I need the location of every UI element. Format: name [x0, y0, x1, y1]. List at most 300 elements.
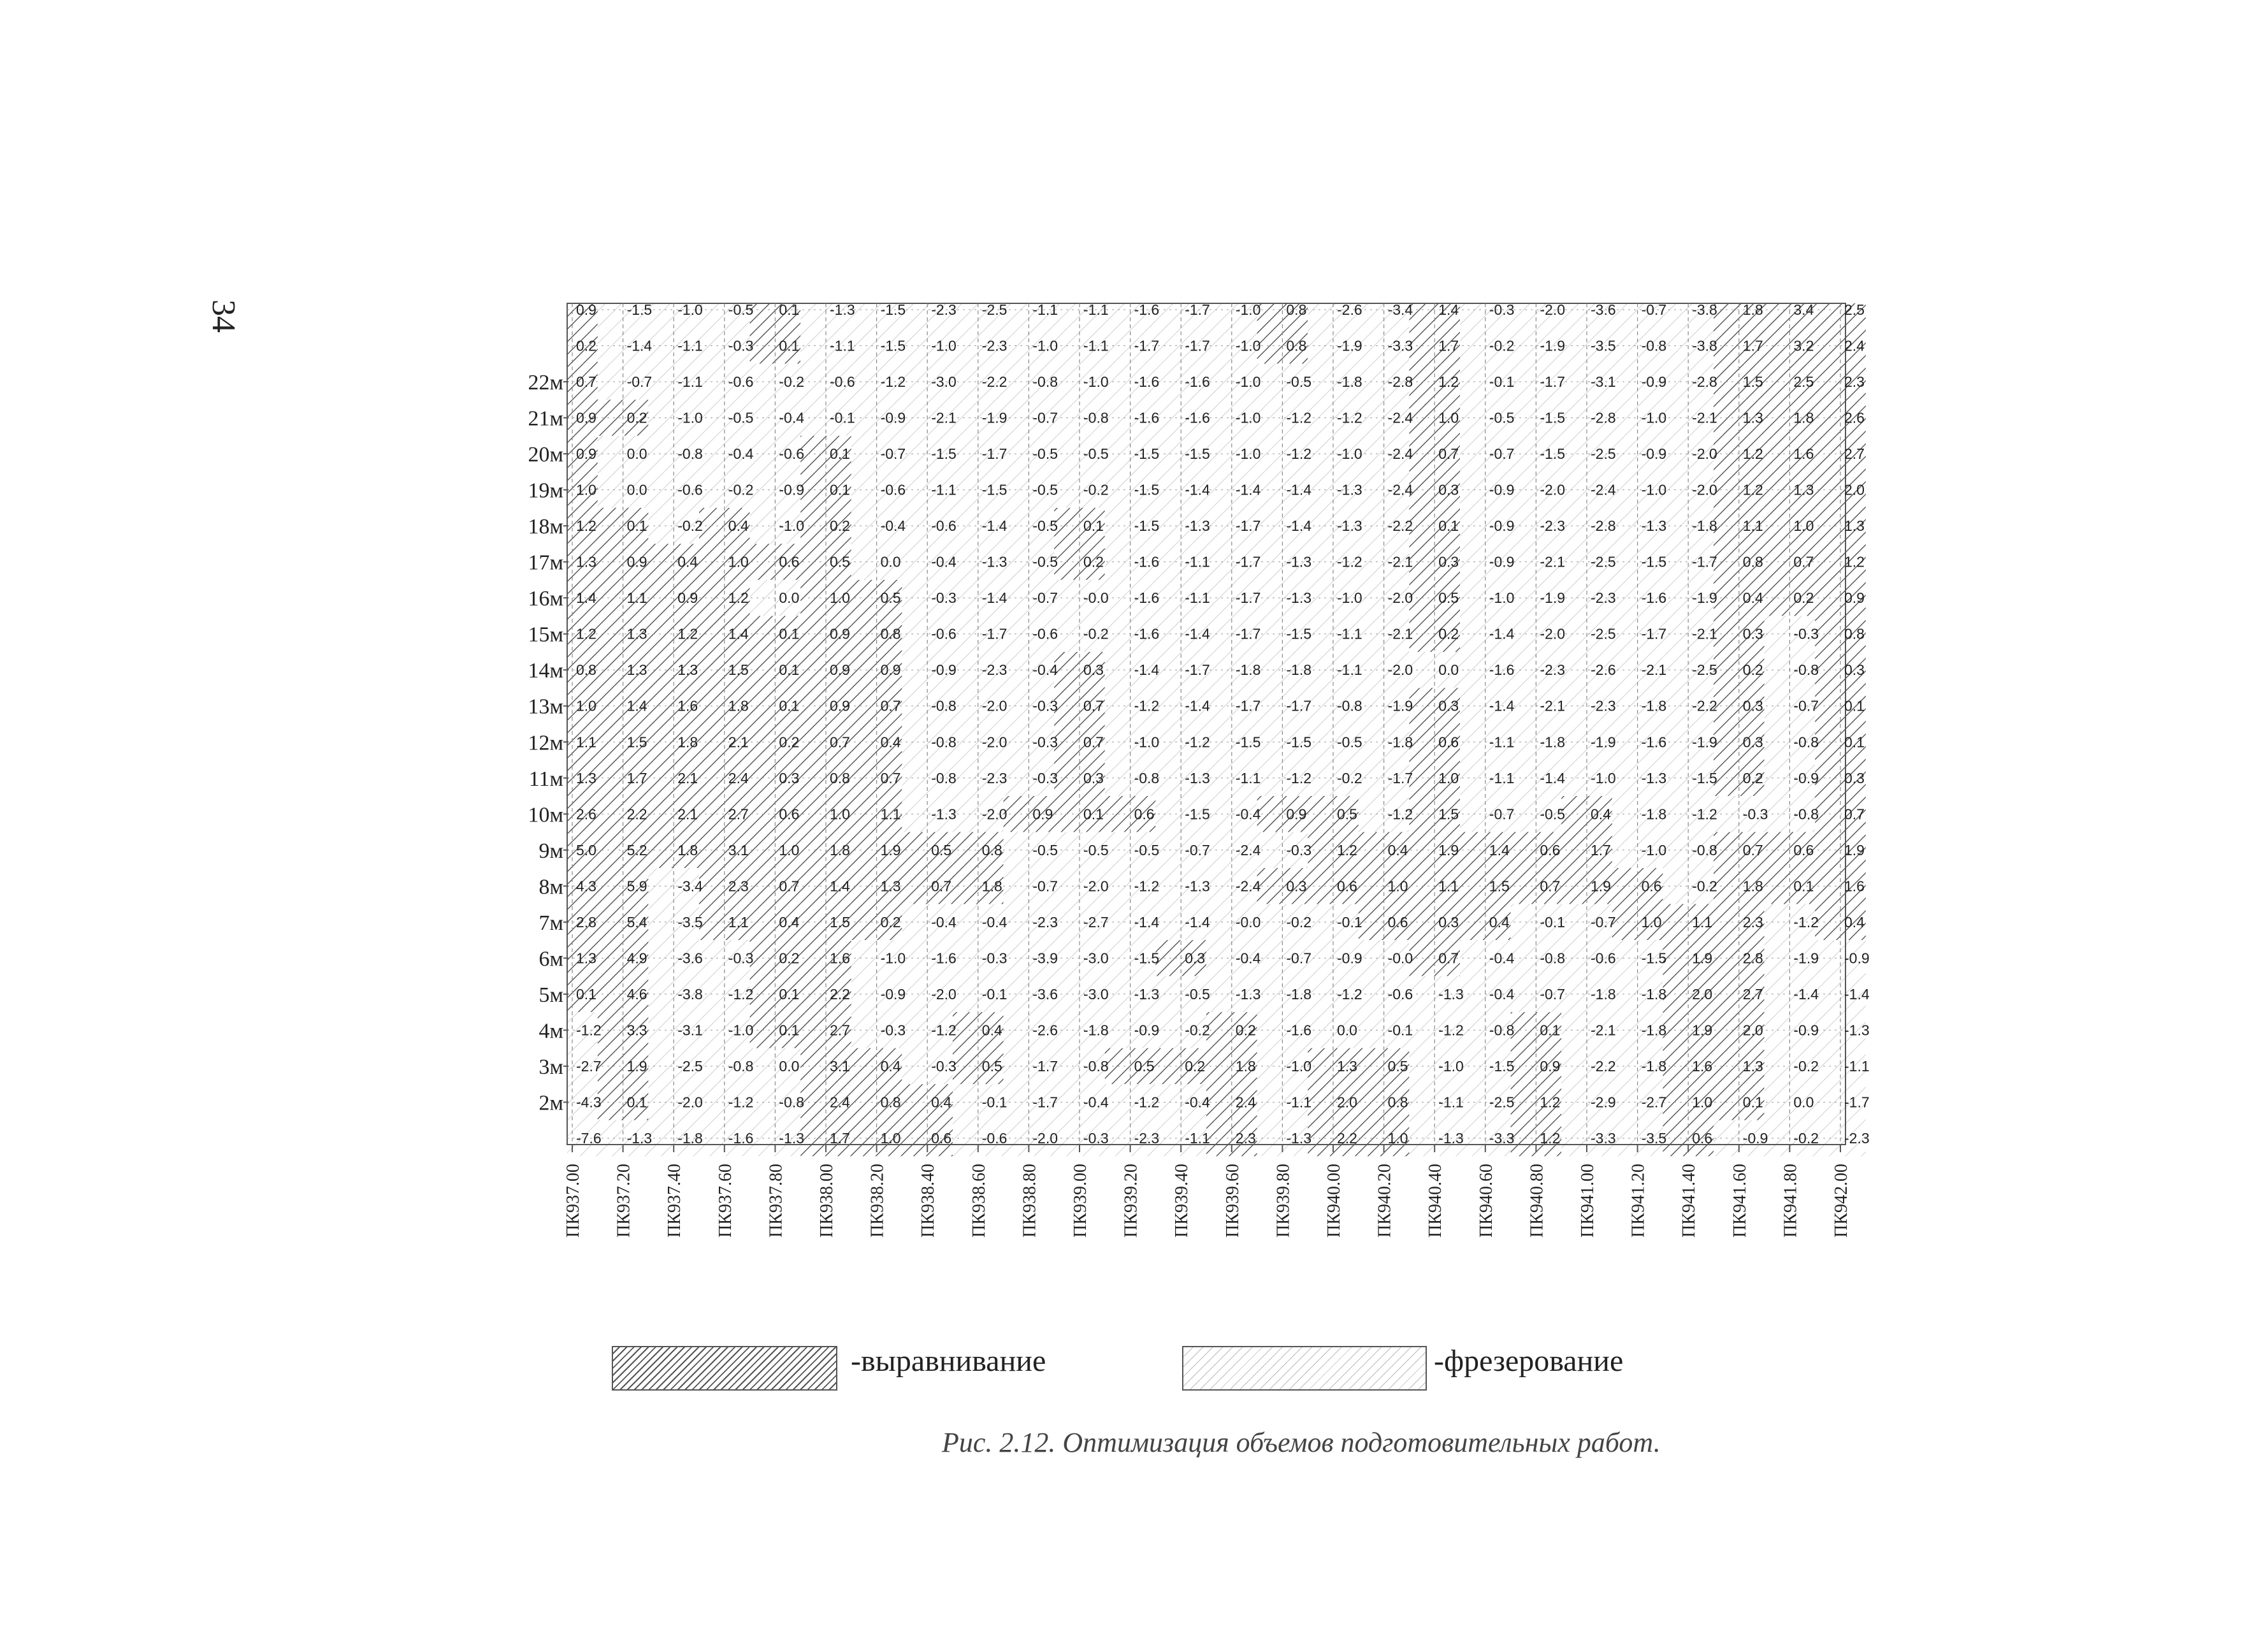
cell-value: -1.3: [779, 1130, 805, 1146]
cell-value: 5.0: [576, 841, 596, 858]
cell-value: 0.6: [1337, 878, 1357, 895]
cell-value: 0.5: [830, 553, 850, 570]
column-label: ПК939.40: [1172, 1164, 1192, 1238]
cell-value: -1.6: [1185, 373, 1210, 391]
cell-value: -1.7: [1235, 625, 1261, 642]
cell-value: -0.2: [1489, 337, 1515, 354]
column-label: ПК939.00: [1071, 1164, 1090, 1238]
cell-value: -2.8: [1387, 373, 1413, 391]
cell-value: -2.1: [1692, 625, 1717, 642]
cell-value: -1.7: [1235, 589, 1261, 607]
cell-value: -0.5: [1083, 841, 1109, 858]
cell-value: -0.7: [1185, 841, 1210, 858]
cell-value: -1.2: [931, 1022, 957, 1039]
cell-value: 1.0: [1387, 1130, 1408, 1146]
cell-value: 0.3: [1185, 950, 1206, 967]
cell-value: 1.4: [728, 625, 749, 642]
cell-value: 1.6: [1844, 878, 1865, 895]
cell-value: 0.4: [1844, 913, 1865, 930]
cell-value: -2.0: [931, 985, 957, 1002]
cell-value: -1.4: [626, 337, 653, 354]
cell-value: 0.0: [779, 589, 800, 607]
column-label: ПК941.40: [1679, 1164, 1700, 1238]
cell-value: -1.3: [1844, 1022, 1870, 1039]
cell-value: -0.1: [1387, 1022, 1413, 1039]
cell-value: -0.5: [728, 301, 754, 318]
cell-value: -1.6: [1641, 589, 1667, 607]
cell-value: 1.7: [1591, 841, 1611, 858]
cell-value: -0.3: [1032, 734, 1058, 751]
cell-value: -0.4: [880, 517, 906, 535]
cell-value: -1.1: [1489, 769, 1515, 786]
cell-value: -0.2: [1692, 878, 1717, 895]
cell-value: 1.6: [677, 697, 698, 714]
cell-value: 1.0: [1438, 769, 1459, 786]
column-label: ПК941.20: [1628, 1164, 1649, 1238]
cell-value: 1.0: [576, 481, 596, 498]
cell-value: -0.3: [1032, 769, 1058, 786]
cell-value: 1.0: [779, 841, 800, 858]
cell-value: 1.2: [1438, 373, 1459, 391]
cell-value: -0.7: [1591, 913, 1616, 930]
cell-value: 0.3: [1083, 769, 1104, 786]
cell-value: 1.9: [626, 1057, 647, 1074]
cell-value: -0.8: [1083, 1057, 1109, 1074]
cell-value: 1.7: [830, 1130, 850, 1146]
cell-value: 4.6: [626, 985, 647, 1002]
cell-value: 1.5: [1489, 878, 1510, 895]
cell-value: -0.2: [1793, 1130, 1819, 1146]
cell-value: -2.3: [1134, 1130, 1160, 1146]
cell-value: 0.6: [1692, 1130, 1713, 1146]
cell-value: -0.7: [1540, 985, 1566, 1002]
cell-value: 0.8: [981, 841, 1002, 858]
cell-value: -1.3: [1286, 553, 1312, 570]
cell-value: -3.3: [1591, 1130, 1616, 1146]
cell-value: -2.2: [1591, 1057, 1616, 1074]
cell-value: 0.3: [779, 769, 800, 786]
cell-value: 0.2: [576, 337, 596, 354]
cell-value: -1.2: [1337, 553, 1362, 570]
cell-value: 0.7: [576, 373, 596, 391]
cell-value: 0.3: [1083, 662, 1104, 679]
cell-value: 1.3: [880, 878, 901, 895]
cell-value: 0.9: [1286, 806, 1307, 823]
cell-value: -3.4: [1387, 301, 1413, 318]
cell-value: 1.3: [677, 662, 698, 679]
cell-value: -1.6: [1286, 1022, 1312, 1039]
cell-value: -0.6: [880, 481, 906, 498]
legend-leveling-swatch: [612, 1346, 837, 1391]
cell-value: 1.0: [1793, 517, 1814, 535]
cell-value: -1.6: [1489, 662, 1515, 679]
cell-value: -1.0: [677, 409, 703, 426]
cell-value: 2.3: [1742, 913, 1763, 930]
cell-value: -0.4: [1032, 662, 1058, 679]
cell-value: -1.1: [1083, 337, 1109, 354]
cell-value: 1.6: [1692, 1057, 1713, 1074]
cell-value: -1.5: [880, 337, 906, 354]
cell-value: -0.2: [1793, 1057, 1819, 1074]
cell-value: 0.7: [1844, 806, 1865, 823]
page-number: 34: [205, 300, 242, 333]
cell-value: -2.1: [1591, 1022, 1616, 1039]
cell-value: -1.7: [1032, 1057, 1058, 1074]
cell-value: 2.2: [626, 806, 647, 823]
cell-value: 1.5: [1438, 806, 1459, 823]
column-label: ПК941.60: [1730, 1164, 1750, 1238]
column-label: ПК937.00: [563, 1164, 583, 1238]
cell-value: 2.0: [1692, 985, 1713, 1002]
cell-value: 0.1: [1844, 697, 1865, 714]
cell-value: -1.2: [1286, 769, 1312, 786]
cell-value: 1.3: [576, 553, 596, 570]
cell-value: 1.4: [1438, 301, 1459, 318]
cell-value: 4.3: [576, 878, 596, 895]
cell-value: 0.8: [1286, 337, 1307, 354]
cell-value: 0.0: [626, 481, 647, 498]
cell-value: 0.4: [931, 1094, 952, 1111]
cell-value: 0.4: [880, 734, 901, 751]
cell-value: -1.9: [1540, 589, 1566, 607]
cell-value: -0.8: [1793, 806, 1819, 823]
cell-value: -1.0: [1337, 589, 1362, 607]
cell-value: -0.6: [1387, 985, 1413, 1002]
cell-value: 1.2: [677, 625, 698, 642]
cell-value: -1.2: [1387, 806, 1413, 823]
cell-value: -1.1: [677, 337, 703, 354]
cell-value: 0.1: [779, 337, 800, 354]
cell-value: -0.7: [1032, 409, 1058, 426]
cell-value: -2.0: [981, 734, 1008, 751]
cell-value: -2.0: [1692, 445, 1717, 463]
row-label: 10м: [528, 803, 563, 827]
cell-value: 1.5: [728, 662, 749, 679]
cell-value: -1.1: [1185, 553, 1210, 570]
cell-value: -2.5: [1591, 553, 1616, 570]
cell-value: -0.3: [981, 950, 1008, 967]
cell-value: -1.0: [1489, 589, 1515, 607]
cell-value: -0.6: [1032, 625, 1058, 642]
cell-value: -1.2: [728, 985, 754, 1002]
cell-value: -0.8: [1793, 662, 1819, 679]
cell-value: -0.4: [728, 445, 754, 463]
cell-value: -3.6: [677, 950, 703, 967]
cell-value: -1.0: [1641, 409, 1667, 426]
cell-value: -1.8: [1387, 734, 1413, 751]
cell-value: -2.0: [1692, 481, 1717, 498]
cell-value: 2.5: [1844, 301, 1865, 318]
cell-value: 0.4: [728, 517, 749, 535]
cell-value: -2.1: [1540, 553, 1566, 570]
cell-value: -0.5: [728, 409, 754, 426]
cell-value: 5.9: [626, 878, 647, 895]
cell-value: 3.1: [728, 841, 749, 858]
cell-value: 1.2: [1337, 841, 1357, 858]
column-label: ПК937.20: [614, 1164, 634, 1238]
cell-value: 0.2: [1742, 662, 1763, 679]
cell-value: -0.8: [931, 697, 957, 714]
cell-value: -1.5: [1185, 806, 1210, 823]
cell-value: -2.3: [1540, 517, 1566, 535]
cell-value: -2.3: [1540, 662, 1566, 679]
cell-value: 0.6: [1641, 878, 1662, 895]
cell-value: -2.3: [1032, 913, 1058, 930]
cell-value: 0.7: [1742, 841, 1763, 858]
cell-value: -2.4: [1235, 841, 1261, 858]
cell-value: -1.2: [1692, 806, 1717, 823]
cell-value: -4.3: [576, 1094, 602, 1111]
cell-value: 0.8: [1844, 625, 1865, 642]
cell-value: 1.0: [880, 1130, 901, 1146]
cell-value: -1.0: [1235, 301, 1261, 318]
cell-value: 2.7: [1742, 985, 1763, 1002]
cell-value: -2.0: [1387, 589, 1413, 607]
cell-value: -0.3: [1286, 841, 1312, 858]
cell-value: -2.8: [1591, 409, 1616, 426]
cell-value: -1.3: [931, 806, 957, 823]
cell-value: -0.9: [779, 481, 805, 498]
cell-value: 0.7: [880, 769, 901, 786]
row-label: 12м: [528, 731, 563, 755]
cell-value: -1.9: [1692, 734, 1717, 751]
cell-value: -2.0: [981, 806, 1008, 823]
cell-value: -1.0: [931, 337, 957, 354]
cell-value: -0.2: [1337, 769, 1362, 786]
cell-value: 0.3: [1438, 913, 1459, 930]
cell-value: -1.4: [1793, 985, 1819, 1002]
cell-value: 0.0: [1438, 662, 1459, 679]
cell-value: 1.1: [1438, 878, 1459, 895]
cell-value: -3.8: [1692, 301, 1717, 318]
cell-value: 1.2: [576, 517, 596, 535]
row-label: 9м: [538, 839, 563, 863]
cell-value: 4.9: [626, 950, 647, 967]
cell-value: -3.5: [1591, 337, 1616, 354]
cell-value: 1.3: [1742, 409, 1763, 426]
cell-value: -2.1: [1387, 553, 1413, 570]
column-label: ПК938.80: [1020, 1164, 1040, 1238]
cell-value: -1.5: [1134, 445, 1160, 463]
row-label: 3м: [538, 1055, 563, 1079]
cell-value: 0.2: [830, 517, 850, 535]
row-label: 18м: [528, 515, 563, 539]
cell-value: 0.2: [779, 950, 800, 967]
cell-value: -0.0: [1083, 589, 1109, 607]
cell-value: -0.9: [1641, 373, 1667, 391]
cell-value: -0.9: [1337, 950, 1362, 967]
cell-value: 2.2: [1337, 1130, 1357, 1146]
row-label-layer: [528, 371, 568, 1115]
cell-value: -1.2: [1185, 734, 1210, 751]
cell-value: 0.5: [880, 589, 901, 607]
cell-value: 0.8: [576, 662, 596, 679]
cell-value: -3.6: [1032, 985, 1058, 1002]
cell-value: 5.2: [626, 841, 647, 858]
cell-value: -1.8: [1641, 697, 1667, 714]
cell-value: 1.8: [728, 697, 749, 714]
cell-value: 0.1: [830, 481, 850, 498]
cell-value: 0.6: [1134, 806, 1155, 823]
cell-value: -2.3: [1591, 589, 1616, 607]
cell-value: 3.1: [830, 1057, 850, 1074]
region-layer: [567, 303, 1866, 1156]
cell-value: -2.4: [1387, 445, 1413, 463]
cell-value: 2.4: [728, 769, 749, 786]
cell-value: 0.1: [779, 697, 800, 714]
cell-value: 5.4: [626, 913, 647, 930]
cell-value: 0.9: [830, 697, 850, 714]
cell-value: -1.1: [1083, 301, 1109, 318]
cell-value: -0.5: [1032, 841, 1058, 858]
cell-value: -1.5: [1134, 950, 1160, 967]
cell-value: -1.6: [1185, 409, 1210, 426]
cell-value: -1.1: [677, 373, 703, 391]
cell-value: -0.8: [779, 1094, 805, 1111]
cell-value: -7.6: [576, 1130, 602, 1146]
cell-value: 1.9: [1438, 841, 1459, 858]
cell-value: 0.0: [626, 445, 647, 463]
cell-value: 0.8: [880, 625, 901, 642]
cell-value: -1.5: [1286, 734, 1312, 751]
cell-value: -0.6: [830, 373, 855, 391]
cell-value: -0.3: [880, 1022, 906, 1039]
row-label: 2м: [538, 1091, 563, 1115]
cell-value: -1.5: [1692, 769, 1717, 786]
cell-value: 1.0: [1438, 409, 1459, 426]
cell-value: 2.4: [830, 1094, 850, 1111]
cell-value: -2.4: [1387, 481, 1413, 498]
cell-value: 0.2: [1438, 625, 1459, 642]
column-label: ПК938.60: [969, 1164, 989, 1238]
cell-value: -2.3: [981, 769, 1008, 786]
row-label: 8м: [538, 875, 563, 899]
cell-value: -2.5: [1591, 625, 1616, 642]
cell-value: -0.9: [1793, 1022, 1819, 1039]
cell-value: -0.5: [1032, 553, 1058, 570]
cell-value: 1.0: [830, 589, 850, 607]
cell-value: -3.8: [1692, 337, 1717, 354]
cell-value: -2.1: [931, 409, 957, 426]
cell-value: -1.7: [1286, 697, 1312, 714]
cell-value: -1.5: [1641, 950, 1667, 967]
cell-value: -1.5: [1540, 409, 1566, 426]
cell-value: 0.2: [1793, 589, 1814, 607]
cell-value: -0.9: [1134, 1022, 1160, 1039]
cell-value: 1.2: [1844, 553, 1865, 570]
cell-value: -2.5: [1692, 662, 1717, 679]
cell-value: -2.3: [981, 337, 1008, 354]
row-label: 11м: [528, 767, 563, 791]
cell-value: -1.7: [981, 445, 1008, 463]
col-label-layer: [563, 1164, 1851, 1238]
cell-value: -0.4: [1235, 950, 1261, 967]
column-label: ПК939.80: [1273, 1163, 1294, 1238]
cell-value: -1.7: [1387, 769, 1413, 786]
cell-value: 0.3: [1438, 553, 1459, 570]
cell-value: 0.6: [1438, 734, 1459, 751]
cell-value: 0.9: [576, 409, 596, 426]
cell-value: -2.0: [1032, 1130, 1058, 1146]
cell-value: -1.3: [1185, 769, 1210, 786]
cell-value: 0.1: [1083, 517, 1104, 535]
cell-value: -1.8: [1591, 985, 1616, 1002]
cell-value: -1.6: [1134, 553, 1160, 570]
cell-value: -2.1: [1540, 697, 1566, 714]
cell-value: -1.7: [1235, 697, 1261, 714]
cell-value: -1.7: [981, 625, 1008, 642]
cell-value: 0.7: [1438, 445, 1459, 463]
cell-value: -1.4: [1235, 481, 1261, 498]
column-label: ПК940.40: [1426, 1164, 1446, 1238]
cell-value: -2.3: [1591, 697, 1616, 714]
cell-value: -1.6: [1641, 734, 1667, 751]
cell-value: 2.2: [830, 985, 850, 1002]
cell-value: 1.1: [1742, 517, 1763, 535]
cell-value: -1.2: [728, 1094, 754, 1111]
cell-value: -1.1: [1438, 1094, 1464, 1111]
cell-value: 2.3: [728, 878, 749, 895]
cell-value: -2.7: [1083, 913, 1109, 930]
cell-value: 0.9: [626, 553, 647, 570]
cell-value: 1.0: [576, 697, 596, 714]
cell-value: -1.1: [1032, 301, 1058, 318]
cell-value: -1.2: [1286, 409, 1312, 426]
cell-value: 0.1: [830, 445, 850, 463]
legend-leveling-label: -выравнивание: [851, 1344, 1046, 1378]
cell-value: -1.5: [1134, 517, 1160, 535]
column-label: ПК939.20: [1121, 1164, 1141, 1238]
cell-value: -1.7: [1641, 625, 1667, 642]
cell-value: -1.8: [1641, 1057, 1667, 1074]
cell-value: -2.2: [1692, 697, 1717, 714]
cell-value: -1.2: [880, 373, 906, 391]
cell-value: 0.9: [830, 625, 850, 642]
cell-value: -2.7: [576, 1057, 602, 1074]
cell-value: 1.9: [880, 841, 901, 858]
cell-value: -1.4: [1185, 481, 1210, 498]
cell-value: -1.8: [1337, 373, 1362, 391]
cell-value: -1.3: [1438, 1130, 1464, 1146]
cell-value: 2.6: [576, 806, 596, 823]
cell-value: -1.4: [1489, 625, 1515, 642]
column-label: ПК941.80: [1780, 1164, 1801, 1238]
cell-value: -1.8: [677, 1130, 703, 1146]
row-label: 14м: [528, 659, 563, 683]
cell-value: -0.3: [1793, 625, 1819, 642]
cell-value: -1.3: [1185, 878, 1210, 895]
cell-value: -1.6: [1134, 301, 1160, 318]
cell-value: -1.3: [1185, 517, 1210, 535]
cell-value: -2.6: [1032, 1022, 1058, 1039]
cell-value: -1.0: [1235, 445, 1261, 463]
cell-value: 3.2: [1793, 337, 1814, 354]
cell-value: -0.1: [981, 1094, 1008, 1111]
cell-value: 0.9: [880, 662, 901, 679]
cell-value: 0.1: [1438, 517, 1459, 535]
cell-value: 1.8: [1793, 409, 1814, 426]
cell-value: -2.5: [1489, 1094, 1515, 1111]
cell-value: 0.4: [1387, 841, 1408, 858]
cell-value: -1.9: [1591, 734, 1616, 751]
cell-value: -0.2: [1286, 913, 1312, 930]
cell-value: 2.5: [1793, 373, 1814, 391]
cell-value: 1.9: [1692, 950, 1713, 967]
cell-value: 0.7: [1793, 553, 1814, 570]
column-label: ПК938.00: [817, 1164, 837, 1238]
cell-value: -3.0: [931, 373, 957, 391]
cell-value: 0.3: [1286, 878, 1307, 895]
